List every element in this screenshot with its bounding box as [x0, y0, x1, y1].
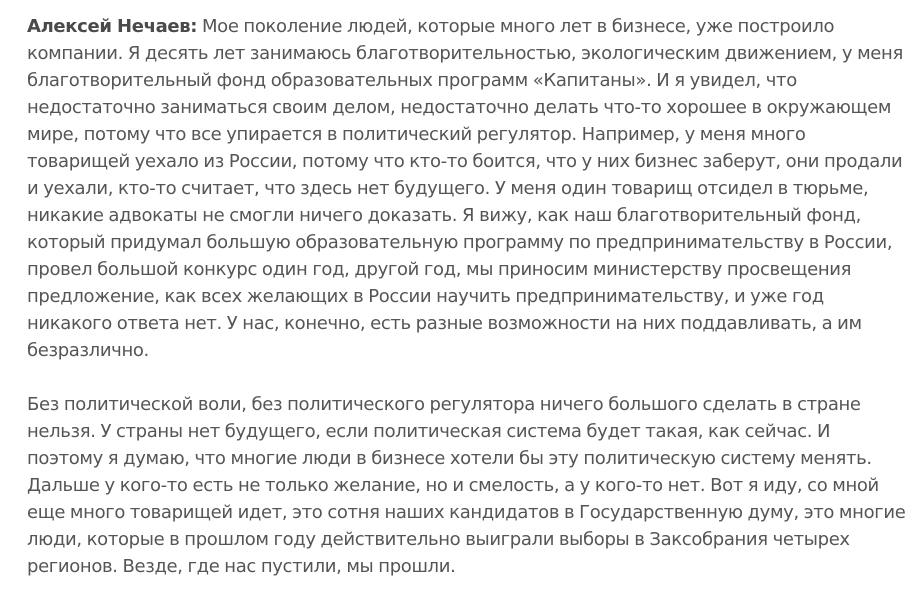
paragraph-2	[27, 391, 907, 580]
paragraph-1	[27, 13, 907, 364]
paragraph-2-text: Без политической воли, без политического регулятора ничего большого сделать в стране нельзя. У страны нет будущего, если политическая система будет такая, как сейчас. И поэтому я думаю, что многие люди в бизнесе хотели бы эту политическую систему менять. Дальше у кого-то есть не только желание, но и смелость, а у кого-то нет. Вот я иду, со мной еще много товарищей идет, это сотня наших кандидатов в Государственную думу, это многие люди, которые в прошлом году действительно выиграли выборы в Заксобрания четырех регионов. Везде, где нас пустили, мы прошли.	[27, 394, 906, 577]
speaker-name: Алексей Нечаев:	[27, 16, 198, 37]
article-body	[27, 13, 907, 607]
paragraph-1-text: Мое поколение людей, которые много лет в бизнесе, уже построило компании. Я десять лет занимаюсь благотворительностью, экологическим движением, у меня благотворительный фонд образовательных программ «Капитаны». И я увидел, что недостаточно заниматься своим делом, недостаточно делать что-то хорошее в окружающем мире, потому что все упирается в политический регулятор. Например, у меня много товарищей уехало из России, потому что кто-то боится, что у них бизнес заберут, они продали и уехали, кто-то считает, что здесь нет будущего. У меня один товарищ отсидел в тюрьме, никакие адвокаты не смогли ничего доказать. Я вижу, как наш благотворительный фонд, который придумал большую образовательную программу по предпринимательству в России, провел большой конкурс один год, другой год, мы приносим министерству просвещения предложение, как всех желающих в России научить предпринимательству, и уже год никакого ответа нет. У нас, конечно, есть разные возможности на них поддавливать, а им безразлично.	[27, 16, 903, 361]
